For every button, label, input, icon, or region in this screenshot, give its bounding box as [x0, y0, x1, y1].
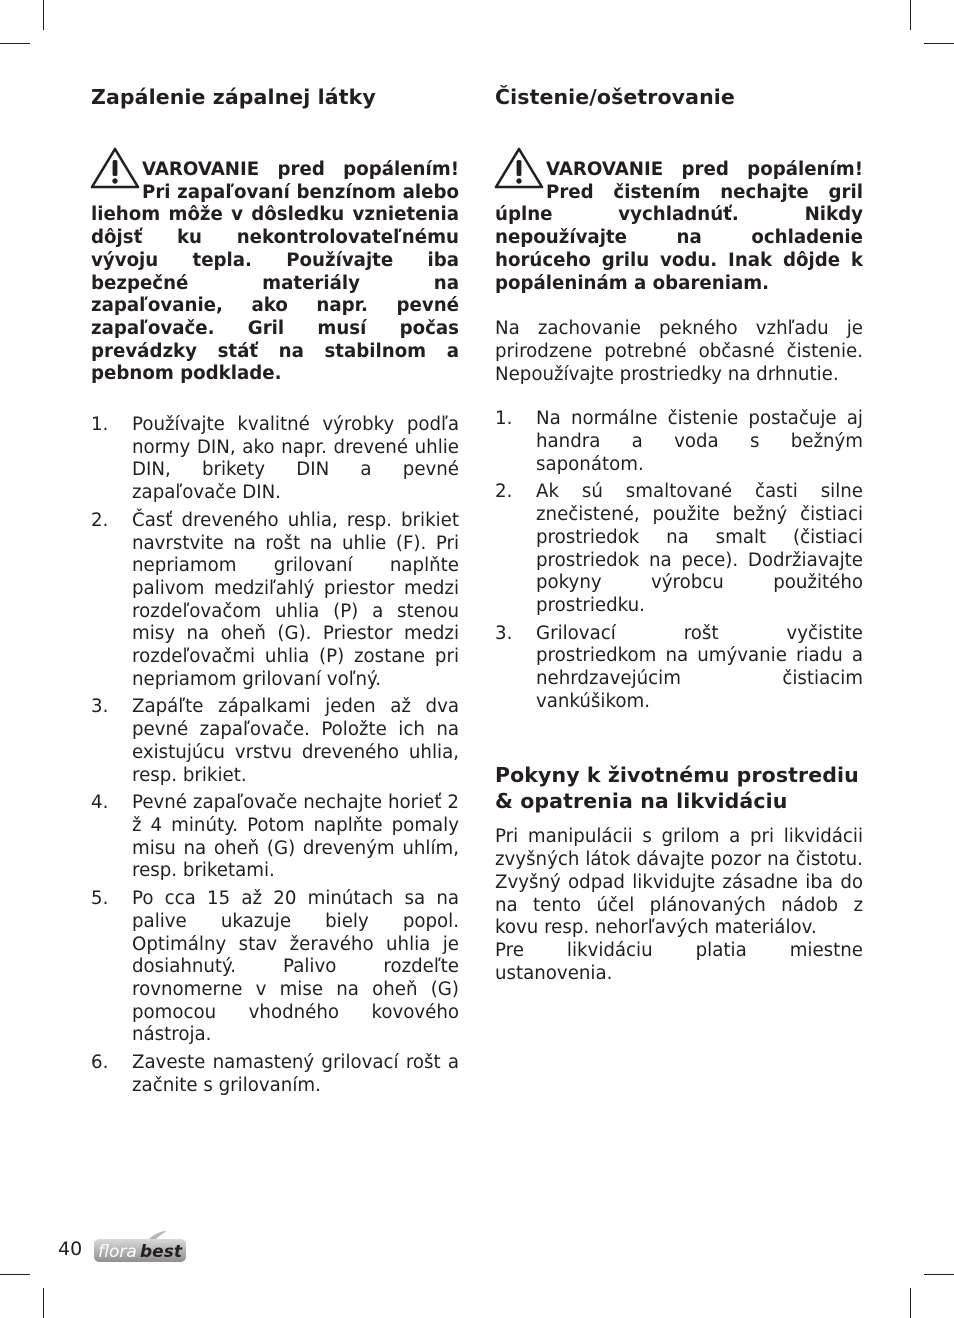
list-item-text: Po cca 15 až 20 minútach sa na palive ukazuje biely popol. Optimálny stav žeravého uhlia je dosiahnutý. Palivo rozdeľte rovnomerne v mise na oheň (G) pomocou vhodného kovového nástroja.: [132, 888, 459, 1046]
list-item-number: 3.: [495, 622, 513, 644]
list-item: [91, 510, 459, 692]
environment-note: Pre likvidáciu platia miestne ustanovenia.: [495, 939, 863, 984]
list-item: [91, 1052, 459, 1097]
cleaning-steps-list: [495, 408, 863, 713]
list-item-text: Zapáľte zápalkami jeden až dva pevné zapaľovače. Položte ich na existujúcu vrstvu dreveného uhlia, resp. brikiet.: [132, 696, 459, 786]
list-item: [91, 696, 459, 787]
florabest-logo: [93, 1230, 189, 1264]
list-item: [91, 792, 459, 883]
section-heading-cleaning: Čistenie/ošetrovanie: [495, 85, 735, 109]
warning-triangle-icon: [90, 147, 140, 189]
left-column: [91, 84, 459, 1097]
warning-block-burn: [91, 159, 459, 386]
crop-mark: [0, 1274, 30, 1275]
page-number: 40: [58, 1238, 83, 1260]
list-item-number: 2.: [495, 481, 513, 503]
crop-mark: [924, 1274, 954, 1275]
warning-text: VAROVANIE pred popálením! Pred čistením nechajte gril úplne vychladnúť. Nikdy nepoužívajte na ochladenie horúceho grilu vodu. Inak dôjde k popáleninám a obareniam.: [495, 159, 863, 294]
logo-text-flora: flora: [98, 1242, 137, 1262]
list-item-number: 3.: [91, 696, 109, 718]
list-item-text: Časť dreveného uhlia, resp. brikiet navrstvite na rošt na uhlie (F). Pri nepriamom grilovaní naplňte palivom medziľahlý priestor medzi rozdeľovačom uhlia (P) a stenou misy na oheň (G). Priestor medzi rozdeľovačmi uhlia (P) zostane pri nepriamom grilovaní voľný.: [132, 509, 459, 690]
list-item: [495, 481, 863, 617]
crop-mark: [0, 43, 30, 44]
list-item-text: Zaveste namastený grilovací rošt a začnite s grilovaním.: [132, 1052, 459, 1096]
list-item-text: Grilovací rošt vyčistite prostriedkom na umývanie riadu a nehrdzavejúcim čistiacim vankúšikom.: [536, 622, 863, 712]
list-item-number: 2.: [91, 509, 109, 531]
list-item-number: 1.: [495, 408, 513, 430]
logo-text-best: best: [140, 1242, 182, 1262]
crop-mark: [910, 1288, 911, 1318]
warning-text: VAROVANIE pred popálením! Pri zapaľovaní benzínom alebo liehom môže v dôsledku vznietenia dôjsť ku nekontrolovateľnému vývoju tepla. Používajte iba bezpečné materiály na zapaľovanie, ako napr. pevné zapaľovače. Gril musí počas prevádzky stáť na stabilnom a pebnom podklade.: [91, 159, 459, 385]
list-item-number: 4.: [91, 792, 109, 814]
list-item: [495, 623, 863, 714]
crop-mark: [43, 0, 44, 30]
list-item-number: 6.: [91, 1052, 109, 1074]
cleaning-intro: Na zachovanie pekného vzhľadu je prirodzene potrebné občasné čistenie. Nepoužívajte prostriedky na drhnutie.: [495, 318, 863, 385]
list-item: [495, 408, 863, 476]
list-item-text: Používajte kvalitné výrobky podľa normy DIN, ako napr. drevené uhlie DIN, brikety DIN a pevné zapaľovače DIN.: [132, 414, 459, 504]
right-column: [495, 84, 863, 985]
crop-mark: [924, 43, 954, 44]
list-item-text: Pevné zapaľovače nechajte horieť 2 ž 4 minúty. Potom naplňte pomaly misu na oheň (G) dreveným uhlím, resp. briketami.: [132, 792, 459, 882]
warning-block-burn: [495, 159, 863, 295]
environment-text: Pri manipulácii s grilom a pri likvidácii zvyšných látok dávajte pozor na čistotu. Zvyšný odpad likvidujte zásadne iba do na tento účel plánovaných nádob z kovu resp. nehorľavých materiálov.: [495, 826, 863, 939]
section-heading-environment: Pokyny k životnému prostrediu & opatrenia na likvidáciu: [495, 763, 859, 814]
warning-triangle-icon: [494, 147, 544, 189]
list-item: [91, 888, 459, 1047]
crop-mark: [910, 0, 911, 30]
list-item: [91, 414, 459, 505]
list-item-number: 5.: [91, 888, 109, 910]
section-heading-ignition: Zapálenie zápalnej látky: [91, 85, 376, 109]
ignition-steps-list: [91, 414, 459, 1097]
list-item-number: 1.: [91, 414, 109, 436]
crop-mark: [43, 1288, 44, 1318]
list-item-text: Ak sú smaltované časti silne znečistené, použite bežný čistiaci prostriedok na smalt (čistiaci prostriedok na pece). Dodržiavajte pokyny výrobcu použitého prostriedku.: [536, 481, 863, 616]
list-item-text: Na normálne čistenie postačuje aj handra a voda s bežným saponátom.: [536, 408, 863, 475]
